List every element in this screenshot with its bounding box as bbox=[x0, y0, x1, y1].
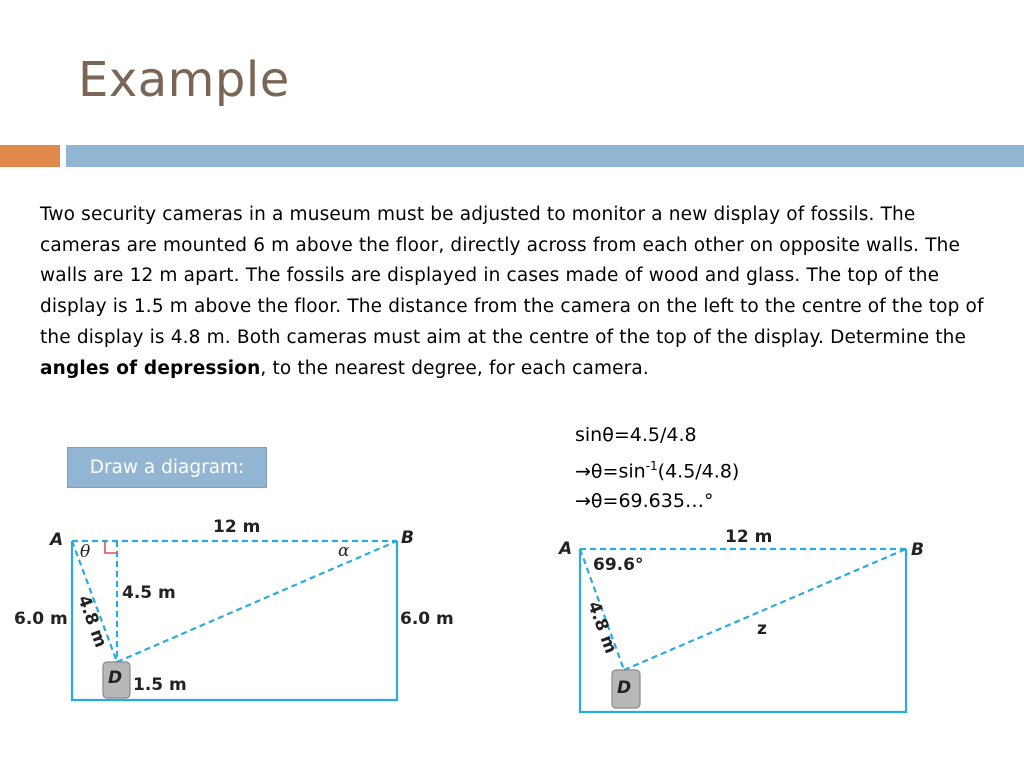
arrow-icon: → bbox=[575, 490, 591, 513]
top-length-1: 12 m bbox=[213, 517, 261, 537]
right-angle-mark bbox=[105, 541, 117, 553]
diagram-2 bbox=[557, 527, 924, 712]
top-length-2: 12 m bbox=[725, 527, 773, 547]
arrow-icon: → bbox=[575, 459, 591, 482]
calc-line-1: sinθ=4.5/4.8 bbox=[575, 424, 697, 446]
angle-alpha-1: α bbox=[338, 541, 350, 561]
problem-text-bold: angles of depression bbox=[40, 357, 261, 379]
segment-z-2: z bbox=[757, 619, 767, 639]
vertical-drop-label-1: 4.5 m bbox=[122, 583, 176, 603]
label-b-2: B bbox=[911, 540, 924, 560]
angle-label-2: 69.6° bbox=[593, 555, 644, 575]
calc-line-3-text: θ=69.635…° bbox=[590, 490, 714, 513]
label-a-2: A bbox=[559, 539, 573, 559]
problem-text-start: Two security cameras in a museum must be adjusted to monitor a new display of fossils. The cameras are mounted 6 m above the floor, directly across from each other on opposite walls. The walls are 12 m apart. The fossils are displayed in cases made of wood and glass. The top of the display is 1.5 m above the floor. The distance from the camera on the left to the centre of the top of the display is 4.8 m. Both cameras must aim at the centre of the top of the display. Determine the bbox=[40, 204, 984, 348]
line-to-b-2 bbox=[624, 549, 906, 670]
label-b-1: B bbox=[401, 528, 414, 548]
diagram-1 bbox=[14, 517, 454, 700]
hypotenuse-label-2: 4.8 m bbox=[583, 598, 621, 657]
slide-title: Example bbox=[78, 52, 290, 108]
display-height-1: 1.5 m bbox=[133, 675, 187, 695]
right-height-1: 6.0 m bbox=[400, 609, 454, 629]
left-height-1: 6.0 m bbox=[14, 609, 68, 629]
angle-theta-1: θ bbox=[80, 542, 91, 562]
label-d-2: D bbox=[617, 678, 632, 698]
calc-line-2-sup: -1 bbox=[645, 458, 658, 473]
calc-line-2-b: (4.5/4.8) bbox=[657, 459, 740, 482]
label-d-1: D bbox=[108, 668, 123, 688]
hypotenuse-label-1: 4.8 m bbox=[73, 592, 111, 651]
problem-text-end: , to the nearest degree, for each camera. bbox=[260, 357, 649, 379]
label-a-1: A bbox=[50, 530, 64, 550]
draw-diagram-button[interactable]: Draw a diagram: bbox=[67, 447, 267, 488]
calc-line-2-a: θ=sin bbox=[590, 459, 646, 482]
